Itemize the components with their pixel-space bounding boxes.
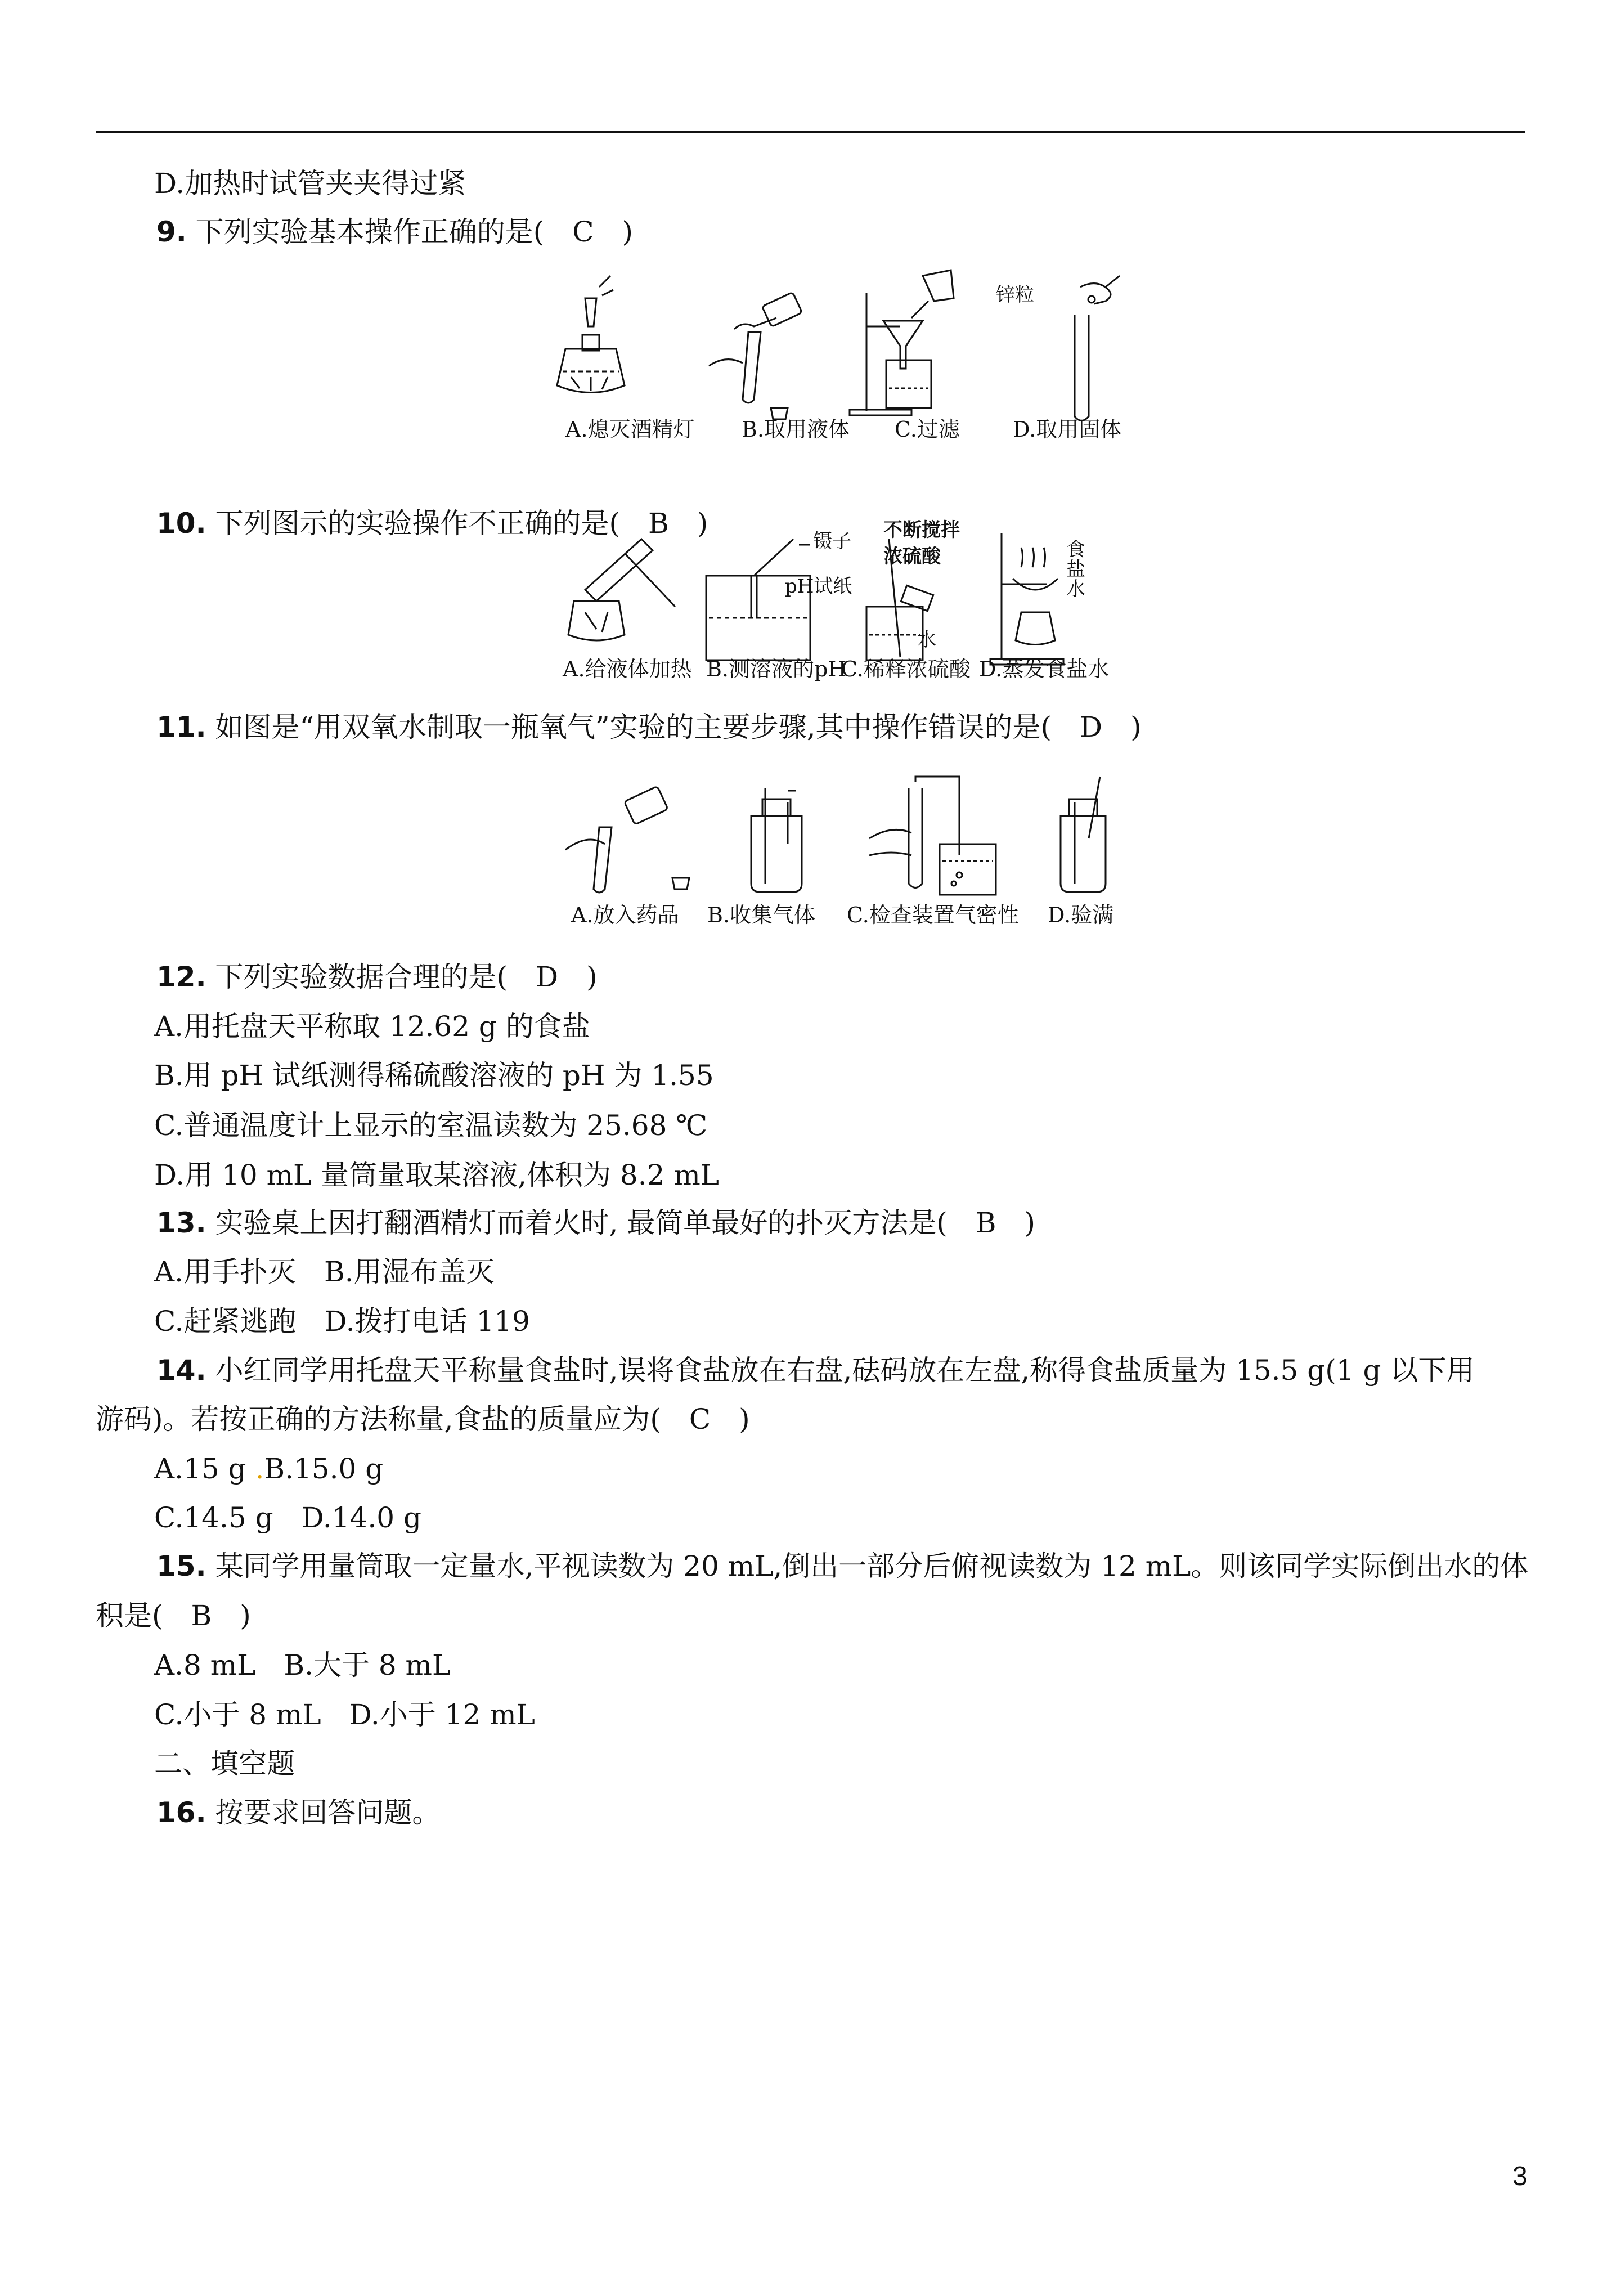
question-13 (156, 1206, 1035, 1240)
caption-c: C.稀释浓硫酸 (841, 657, 971, 681)
question-number: 14. (156, 1354, 206, 1387)
caption-b: B.取用液体 (742, 417, 850, 442)
stray-mark: . (255, 1452, 264, 1485)
label-salt-2: 盐 (1066, 558, 1085, 581)
ph-test-illustration (706, 539, 810, 660)
question-text: 下列实验基本操作正确的是( C ) (186, 216, 633, 248)
alcohol-lamp-illustration (557, 276, 625, 393)
question-9 (156, 215, 633, 249)
q15-options-cd: C.小于 8 mL D.小于 12 mL (154, 1698, 535, 1731)
question-text: 按要求回答问题。 (206, 1796, 441, 1829)
caption-d: D.蒸发食盐水 (979, 657, 1110, 681)
question-text: 如图是“用双氧水制取一瓶氧气”实验的主要步骤,其中操作错误的是( D ) (206, 711, 1142, 743)
caption-b: B.收集气体 (707, 903, 816, 927)
filtration-illustration (850, 270, 954, 415)
question-text: 实验桌上因打翻酒精灯而着火时, 最简单最好的扑灭方法是( B ) (206, 1207, 1036, 1239)
question-text: 某同学用量筒取一定量水,平视读数为 20 mL,倒出一部分后俯视读数为 12 mL。则该同学实际倒出水的体 (206, 1550, 1529, 1582)
figure-q11 (565, 771, 1128, 940)
question-12 (156, 960, 598, 994)
caption-d: D.验满 (1048, 903, 1114, 927)
question-16 (156, 1796, 440, 1829)
heat-liquid-illustration (568, 539, 675, 640)
question-text: 下列图示的实验操作不正确的是( B ) (206, 507, 708, 540)
question-text: 小红同学用托盘天平称量食盐时,误将食盐放在右盘,砝码放在左盘,称得食盐质量为 15.5 g(1 g 以下用 (206, 1354, 1475, 1387)
figure-q10 (563, 519, 1125, 691)
q12-option-b: B.用 pH 试纸测得稀硫酸溶液的 pH 为 1.55 (154, 1059, 714, 1092)
question-15 (156, 1549, 1528, 1583)
evaporation-illustration (990, 533, 1063, 665)
q14-option-a: A.15 g (154, 1452, 246, 1485)
label-water: 水 (917, 629, 936, 651)
caption-c: C.检查装置气密性 (847, 903, 1019, 927)
question-14 (156, 1353, 1474, 1387)
q8-option-d: D.加热时试管夹夹得过紧 (154, 167, 466, 200)
q14-options-ab (154, 1452, 383, 1486)
question-number: 13. (156, 1207, 206, 1239)
add-reagent-illustration (565, 786, 689, 893)
caption-a: A.放入药品 (571, 903, 679, 927)
caption-a: A.给液体加热 (563, 657, 692, 681)
question-number: 11. (156, 711, 206, 743)
pour-liquid-illustration (709, 292, 802, 419)
caption-c: C.过滤 (895, 417, 960, 442)
question-number: 9. (156, 216, 187, 248)
q15-options-ab: A.8 mL B.大于 8 mL (154, 1649, 451, 1681)
caption-a: A.熄灭酒精灯 (565, 417, 695, 442)
header-rule (96, 131, 1525, 133)
label-stir: 不断搅拌 (883, 519, 960, 541)
label-ph-paper: pH试纸 (785, 575, 852, 598)
question-number: 16. (156, 1796, 206, 1829)
page-number: 3 (1512, 2162, 1528, 2191)
collection-bottle-illustration (751, 788, 802, 892)
question-text: 下列实验数据合理的是( D ) (206, 961, 598, 993)
caption-d: D.取用固体 (1013, 417, 1122, 442)
add-solid-illustration (1075, 276, 1120, 421)
label-zinc: 锌粒 (996, 284, 1034, 306)
question-15-continued: 积是( B ) (96, 1599, 251, 1632)
q14-option-b: B.15.0 g (264, 1452, 384, 1485)
airtightness-check-illustration (869, 777, 996, 895)
question-11 (156, 710, 1142, 744)
q13-options-ab: A.用手扑灭 B.用湿布盖灭 (154, 1255, 495, 1288)
q12-option-c: C.普通温度计上显示的室温读数为 25.68 ℃ (154, 1109, 708, 1142)
q12-option-d: D.用 10 mL 量筒量取某溶液,体积为 8.2 mL (154, 1159, 719, 1191)
label-tweezers: 镊子 (813, 530, 851, 553)
caption-b: B.测溶液的pH (706, 657, 847, 681)
check-full-illustration (1061, 777, 1106, 892)
q13-options-cd: C.赶紧逃跑 D.拨打电话 119 (154, 1305, 530, 1338)
figure-q9 (540, 264, 1137, 445)
label-salt-3: 水 (1066, 578, 1085, 600)
label-salt-1: 食 (1066, 539, 1085, 561)
question-number: 12. (156, 961, 206, 993)
question-number: 10. (156, 507, 206, 540)
q12-option-a: A.用托盘天平称取 12.62 g 的食盐 (154, 1010, 590, 1043)
q14-options-cd: C.14.5 g D.14.0 g (154, 1501, 422, 1534)
question-number: 15. (156, 1550, 206, 1582)
question-14-continued: 游码)。若按正确的方法称量,食盐的质量应为( C ) (96, 1403, 750, 1436)
section-heading: 二、填空题 (154, 1747, 295, 1780)
label-acid: 浓硫酸 (883, 545, 941, 568)
